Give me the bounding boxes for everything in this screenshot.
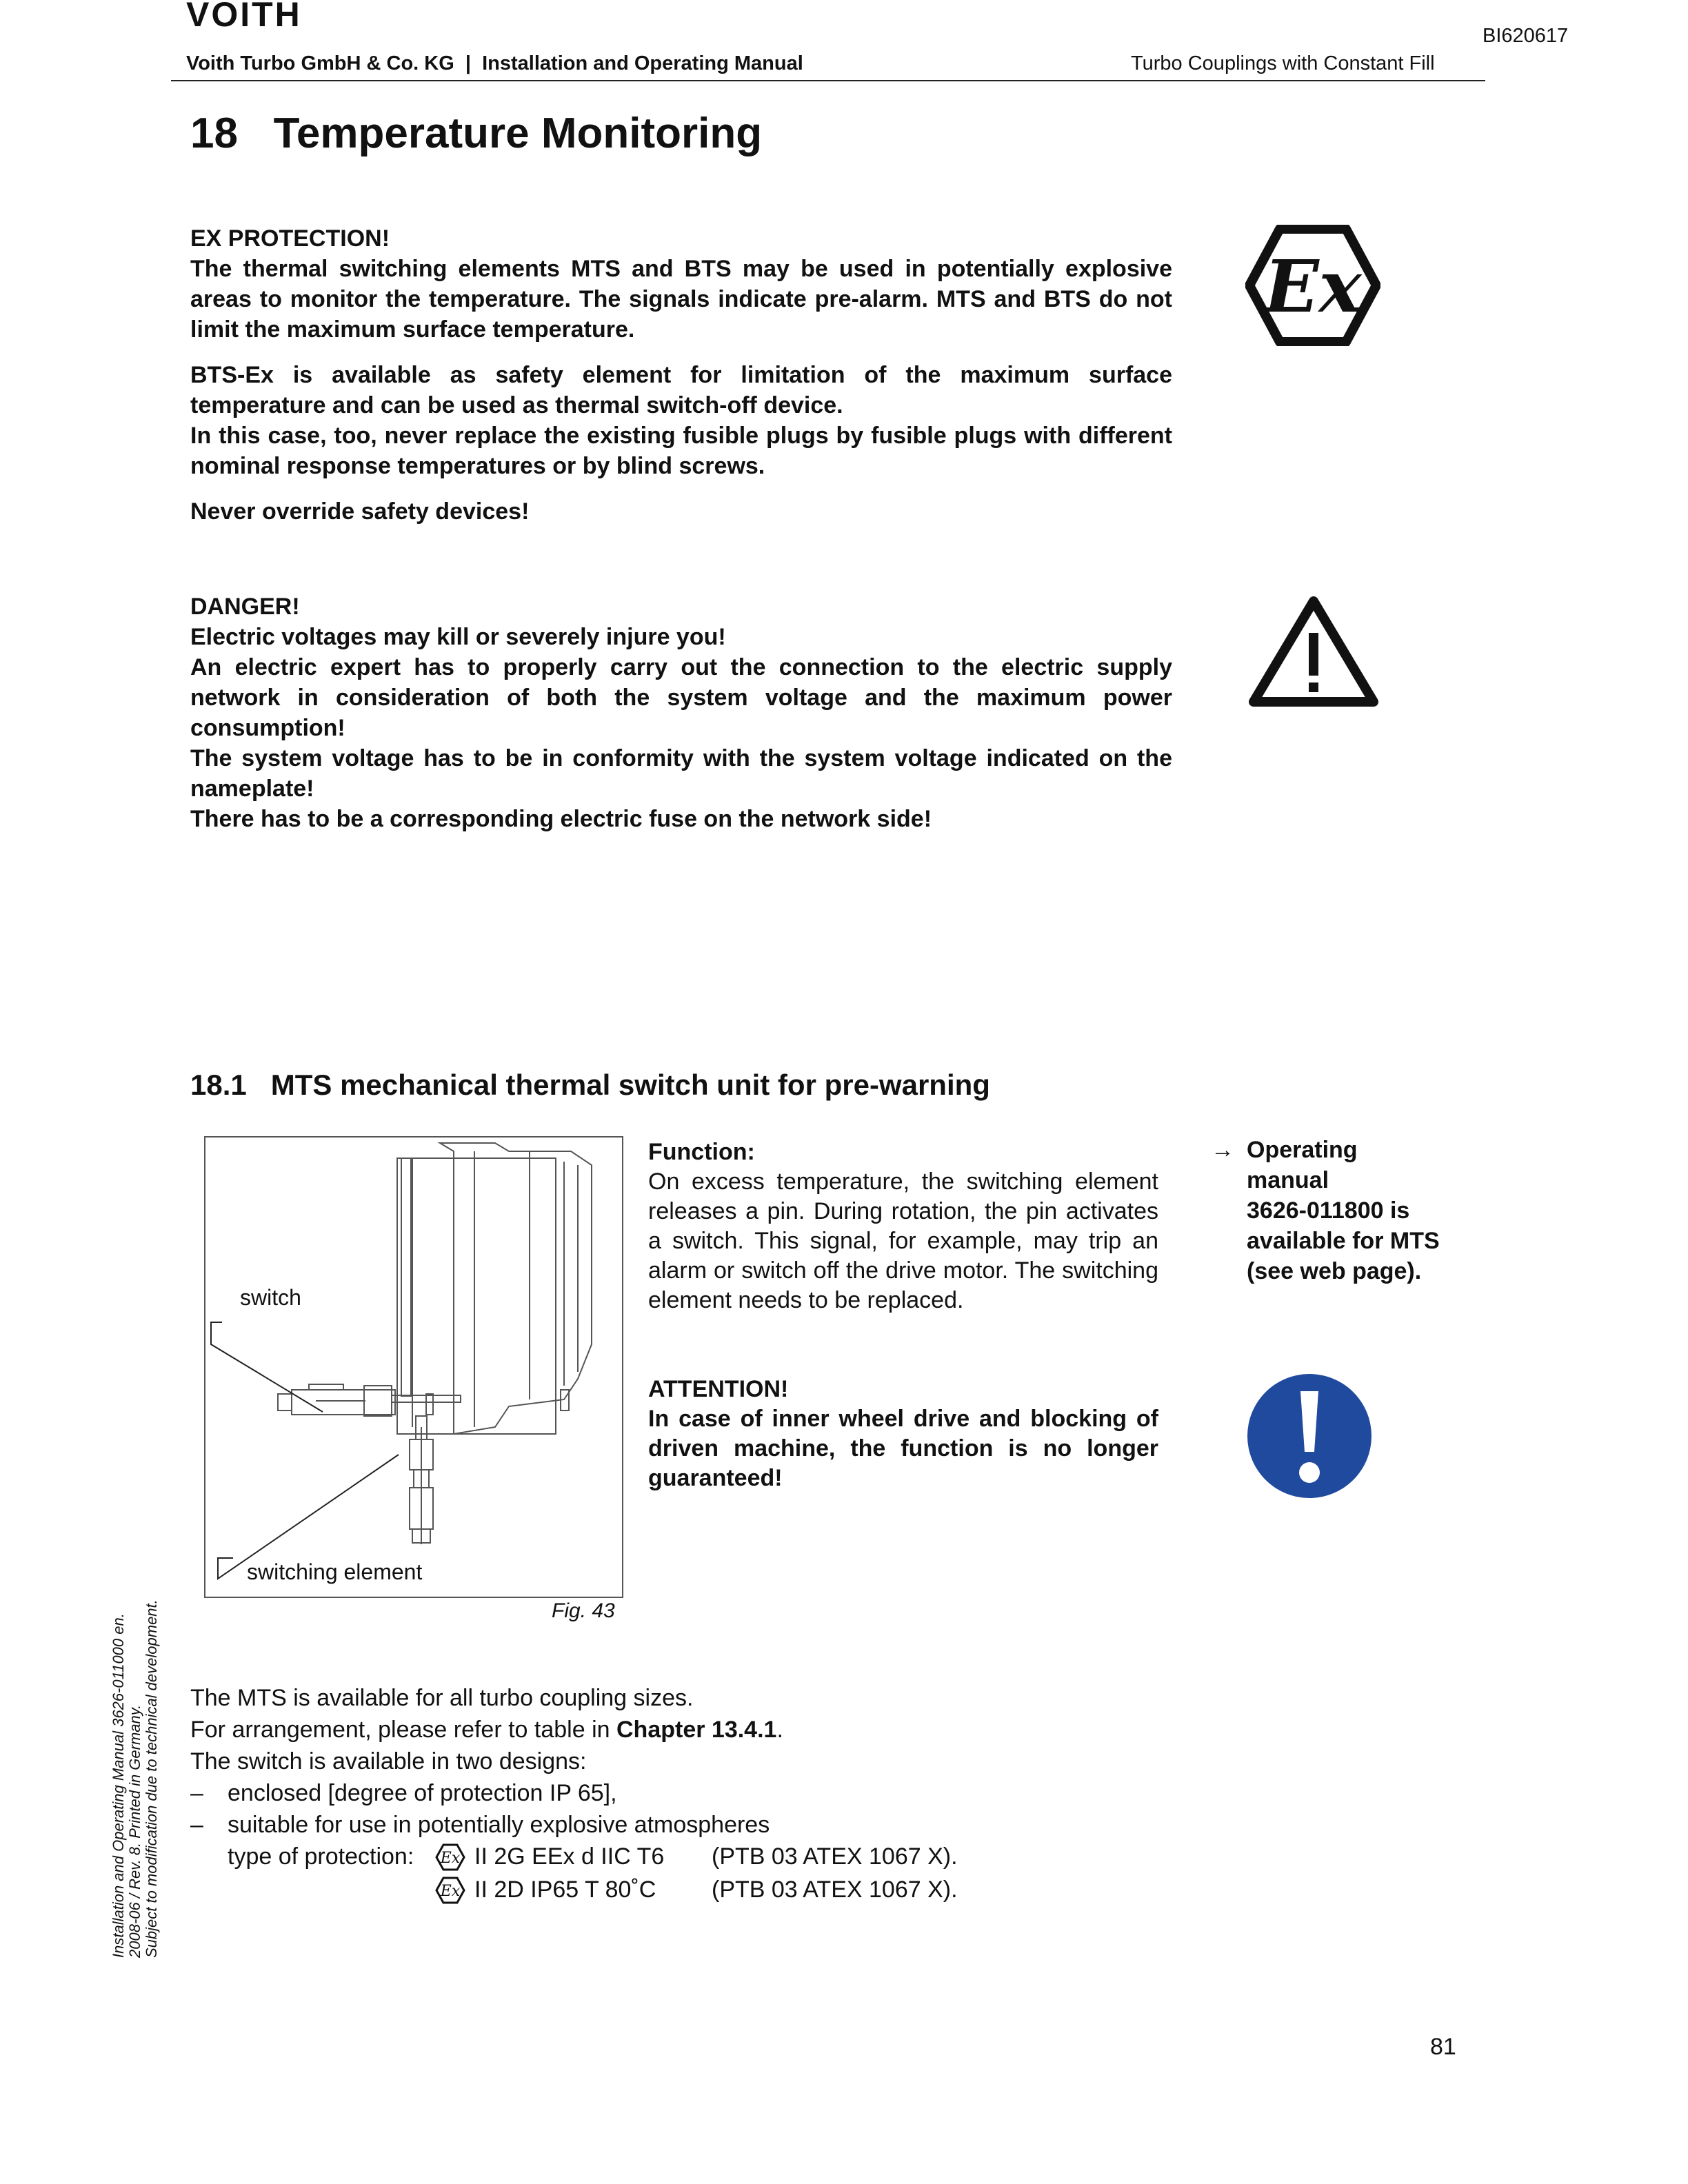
side-note-line-1: Operating [1247, 1137, 1358, 1163]
ex-small-icon [435, 1877, 465, 1912]
chapter-title-text: Temperature Monitoring [273, 110, 763, 157]
margin-note-line-3: Subject to modification due to technical development. [143, 1599, 160, 1958]
danger-block [190, 592, 1172, 834]
margin-note-line-2: 2008-06 / Rev. 8. Printed in Germany. [126, 1704, 143, 1958]
function-block [648, 1138, 1158, 1315]
figure-43 [204, 1136, 623, 1598]
attention-block [648, 1375, 1158, 1493]
margin-note-line-1: Installation and Operating Manual 3626-011000 en. [110, 1613, 127, 1958]
label-switch: switch [240, 1285, 301, 1310]
chapter-reference: Chapter 13.4.1 [616, 1717, 777, 1743]
dash: – [190, 1812, 203, 1838]
svg-text:Ex: Ex [440, 1883, 461, 1900]
list-item [190, 1809, 1225, 1841]
figure-caption: Fig. 43 [552, 1599, 615, 1622]
coupling-drawing [205, 1138, 622, 1597]
attention-heading: ATTENTION! [648, 1376, 789, 1402]
section-number: 18.1 [190, 1069, 247, 1101]
section-title [190, 1069, 990, 1102]
dash: – [190, 1780, 203, 1806]
page-number: 81 [1430, 2034, 1456, 2060]
body-line-2-text: For arrangement, please refer to table in [190, 1717, 616, 1743]
body-line-1: The MTS is available for all turbo coupling sizes. [190, 1685, 694, 1711]
danger-line-3: The system voltage has to be in conformity with the system voltage indicated on the nameplate! [190, 745, 1172, 802]
chapter-number: 18 [190, 110, 238, 157]
protection-line-2 [190, 1874, 1225, 1907]
voith-logo: VOITH [186, 0, 302, 34]
exclamation-circle-icon [1245, 1372, 1374, 1504]
protection-class-2: II 2D IP65 T 80˚C [474, 1877, 656, 1903]
ex-protection-block [190, 223, 1172, 527]
side-note-line-5: (see web page). [1247, 1258, 1422, 1284]
side-note-line-4: available for MTS [1247, 1228, 1440, 1254]
function-text: On excess temperature, the switching element releases a pin. During rotation, the pin activates a switch. This signal, for example, may trip an alarm or switch off the drive motor. The switching element needs to be replaced. [648, 1169, 1158, 1313]
chapter-title [190, 109, 762, 158]
ex-heading: EX PROTECTION! [190, 225, 390, 252]
arrow-right-icon: → [1211, 1137, 1234, 1163]
ex-hexagon-icon [1245, 225, 1380, 350]
list-item-text: enclosed [degree of protection IP 65], [228, 1780, 617, 1806]
danger-heading: DANGER! [190, 594, 300, 620]
ex-paragraph-3: Never override safety devices! [190, 498, 530, 525]
header-left: Voith Turbo GmbH & Co. KG | Installation and Operating Manual [186, 52, 803, 74]
function-heading: Function: [648, 1139, 755, 1165]
list-item [190, 1777, 1225, 1809]
protection-label: type of protection: [228, 1843, 414, 1870]
side-note-line-2: manual [1247, 1167, 1329, 1193]
side-note [1211, 1135, 1500, 1286]
ex-paragraph-1: The thermal switching elements MTS and BTS may be used in potentially explosive areas to monitor the temperature. The signals indicate pre-alarm. MTS and BTS do not limit the maximum surface temperature. [190, 256, 1172, 343]
section-title-text: MTS mechanical thermal switch unit for pre-warning [270, 1069, 990, 1101]
document-id: BI620617 [1483, 25, 1569, 47]
warning-triangle-icon [1248, 594, 1379, 712]
body-line-2 [190, 1714, 1225, 1746]
protection-class-1: II 2G EEx d IIC T6 [474, 1843, 665, 1870]
attention-text: In case of inner wheel drive and blocking of driven machine, the function is no longer guaranteed! [648, 1406, 1158, 1491]
svg-text:Ex: Ex [440, 1850, 461, 1867]
body-text [190, 1682, 1225, 1907]
body-line-3: The switch is available in two designs: [190, 1748, 587, 1775]
header-right: Turbo Couplings with Constant Fill [1131, 52, 1435, 74]
protection-line-1 [190, 1841, 1225, 1874]
margin-note [110, 1599, 160, 1958]
side-note-line-3: 3626-011800 is [1247, 1197, 1410, 1224]
certificate-2: (PTB 03 ATEX 1067 X). [712, 1877, 958, 1903]
ex-paragraph-2a: BTS-Ex is available as safety element for limitation of the maximum surface temperature and can be used as thermal switch-off device. [190, 362, 1172, 418]
danger-line-2: An electric expert has to properly carry out the connection to the electric supply network in consideration of both the system voltage and the maximum power consumption! [190, 654, 1172, 741]
header-rule [171, 80, 1485, 81]
label-switching-element: switching element [247, 1559, 423, 1584]
svg-text:Ex: Ex [1264, 244, 1362, 329]
danger-line-1: Electric voltages may kill or severely injure you! [190, 624, 726, 650]
list-item-text: suitable for use in potentially explosive atmospheres [228, 1812, 770, 1838]
danger-line-4: There has to be a corresponding electric fuse on the network side! [190, 806, 932, 832]
certificate-1: (PTB 03 ATEX 1067 X). [712, 1843, 958, 1870]
body-line-2-end: . [776, 1717, 783, 1743]
ex-paragraph-2b: In this case, too, never replace the existing fusible plugs by fusible plugs with different nominal response temperatures or by blind screws. [190, 423, 1172, 479]
